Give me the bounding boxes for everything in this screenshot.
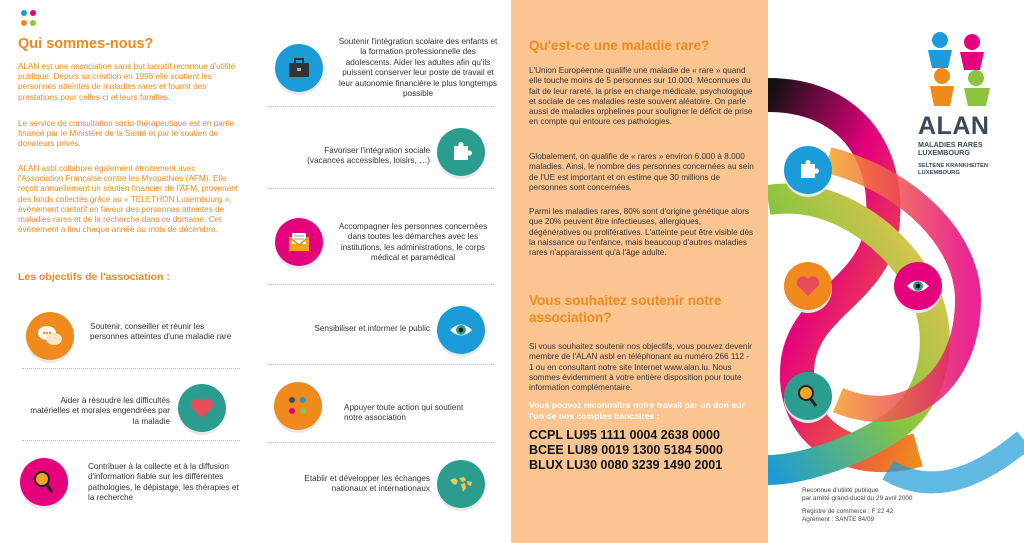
rare-disease-title: Qu'est-ce une maladie rare? <box>529 38 710 53</box>
alan-subtitle-fr <box>918 141 983 157</box>
world-map-icon <box>437 460 485 508</box>
alan-subtitle-line: SELTENE KRANKHEITEN <box>918 163 989 169</box>
alan-wordmark: ALAN <box>918 112 990 140</box>
heart-icon <box>784 262 832 310</box>
objective-support-action: Appuyer toute action qui soutient notre association <box>344 403 464 423</box>
bank-account-bcee: BCEE LU89 0019 1300 5184 5000 <box>529 443 723 457</box>
divider <box>22 368 240 369</box>
objective-accompany: Accompagner les personnes concernées dans toutes les démarches avec les institutions, les administrations, le corps médical et paramédical <box>338 222 488 263</box>
rare-disease-paragraph-3: Parmi les maladies rares, 80% sont d'origine génétique alors que 20% peuvent être infectieuses, allergiques, dégénératives ou prolifératives. L'atteinte peut être visible dès la naissance ou l'enfance, mais beaucoup d'autres maladies rares n'apparaissent qu'à l'âge adulte. <box>529 207 754 258</box>
letter-icon <box>275 218 323 266</box>
intro-paragraph: ALAN est une association sans but lucratif reconnue d'utilité publique. Depuis sa création en 1998 elle soutient les personnes atteintes de maladies rares et fournit des prestations pour celles-ci et leurs familles. <box>18 62 236 102</box>
divider <box>268 364 494 365</box>
eye-icon <box>894 262 942 310</box>
objective-difficulties: Aider à résoudre les difficultés matérielles et morales engendrées par la maladie <box>30 396 170 426</box>
objective-integration-school: Soutenir l'intégration scolaire des enfants et la formation professionnelle des adolescents. Aider les adultes afin qu'ils puissent conserver leur poste de travail et leur autonomie financière le plus longtemps possible <box>338 37 498 99</box>
alan-subtitle-line: LUXEMBOURG <box>918 148 970 158</box>
decree-line: par arrêté grand-ducal du 29 avril 2000 <box>802 495 913 502</box>
support-paragraph: Si vous souhaitez soutenir nos objectifs, vous pouvez devenir membre de l'ALAN asbl en téléphonant au numéro 266 112 - 1 ou en consultant notre site Internet www.alan.lu. Nous sommes évidemment à votre entière disposition pour toute information complémentaire. <box>529 342 753 393</box>
objective-social-integration: Favoriser l'intégration sociale (vacances accessibles, loisirs, …) <box>307 146 430 166</box>
alan-subtitle-de <box>918 163 988 177</box>
magnifier-icon <box>784 372 832 420</box>
alan-subtitle-line: MALADIES RARES <box>918 140 983 149</box>
rare-disease-paragraph-1: L'Union Européenne qualifie une maladie de « rare » quand elle touche moins de 5 personnes sur 10.000. Méconnues du fait de leur rareté, la prise en charge médicale, psychologique et sociale de ces maladies reste souvent aléatoire. On parle aussi de maladies orphelines pour souligner le déficit de prise en compte qui entoure ces pathologies. <box>529 66 753 127</box>
divider <box>22 440 240 441</box>
objective-information: Contribuer à la collecte et à la diffusion d'information fiable sur les différentes pathologies, le dépistage, les thérapies et la recherche <box>88 462 239 503</box>
eye-icon <box>437 306 485 354</box>
bank-heading: Vous pouvez reconnaître notre travail par un don sur l'un de nos comptes bancaires : <box>529 400 745 421</box>
register-line: Registre de commerce : F 22 42 <box>802 508 894 515</box>
bank-account-blux: BLUX LU30 0080 3239 1490 2001 <box>529 458 723 472</box>
objective-exchanges: Etablir et développer les échanges nationaux et internationaux <box>304 474 430 494</box>
puzzle-icon <box>784 146 832 194</box>
people-icon <box>274 382 322 430</box>
divider <box>268 284 494 285</box>
rare-disease-paragraph-2: Globalement, on qualifie de « rares » environ 6.000 à 8.000 maladies. Ainsi, le nombre des personnes concernées au sein de l'UE est important et on estime que 30 millions de personnes sont concernées. <box>529 152 754 192</box>
alan-subtitle-line: LUXEMBOURG <box>918 170 960 176</box>
alan-logo-icon <box>920 30 1000 110</box>
objectives-title: Les objectifs de l'association : <box>18 271 170 283</box>
divider <box>268 442 494 443</box>
heart-icon <box>178 384 226 432</box>
afm-paragraph: ALAN asbl collabore également étroitement avec l'Association Française contre les Myopathies (AFM). Elle reçoit annuellement un soutien financier de l'AFM, provenant des fonds collectés grâce au « TELETHON Luxembourg », événement caritatif en faveur des personnes atteintes de maladies rares et de la recherche dans ce domaine. Cet événement a lieu chaque année au mois de décembre. <box>18 164 239 235</box>
objective-support: Soutenir, conseiller et réunir les personnes atteintes d'une maladie rare <box>90 322 232 342</box>
divider <box>268 106 494 107</box>
divider <box>268 188 494 189</box>
alan-small-logo-icon <box>18 8 40 30</box>
agreement-line: Agrément : SANTE 84/09 <box>802 516 875 523</box>
puzzle-icon <box>437 128 485 176</box>
funding-paragraph: Le service de consultation socio-thérapeutique est en partie financé par le Ministère de la Santé et par le soutien de donateurs privés. <box>18 119 235 149</box>
support-title: Vous souhaitez soutenir notre association? <box>529 293 722 325</box>
briefcase-icon <box>275 44 323 92</box>
recognition-line: Reconnue d'utilité publique <box>802 487 879 494</box>
objective-awareness: Sensibiliser et informer le public <box>314 324 430 333</box>
who-we-are-title: Qui sommes-nous? <box>18 36 154 52</box>
speech-bubbles-icon <box>26 312 74 360</box>
bank-account-ccpl: CCPL LU95 1111 0004 2638 0000 <box>529 428 720 442</box>
magnifier-icon <box>20 458 68 506</box>
